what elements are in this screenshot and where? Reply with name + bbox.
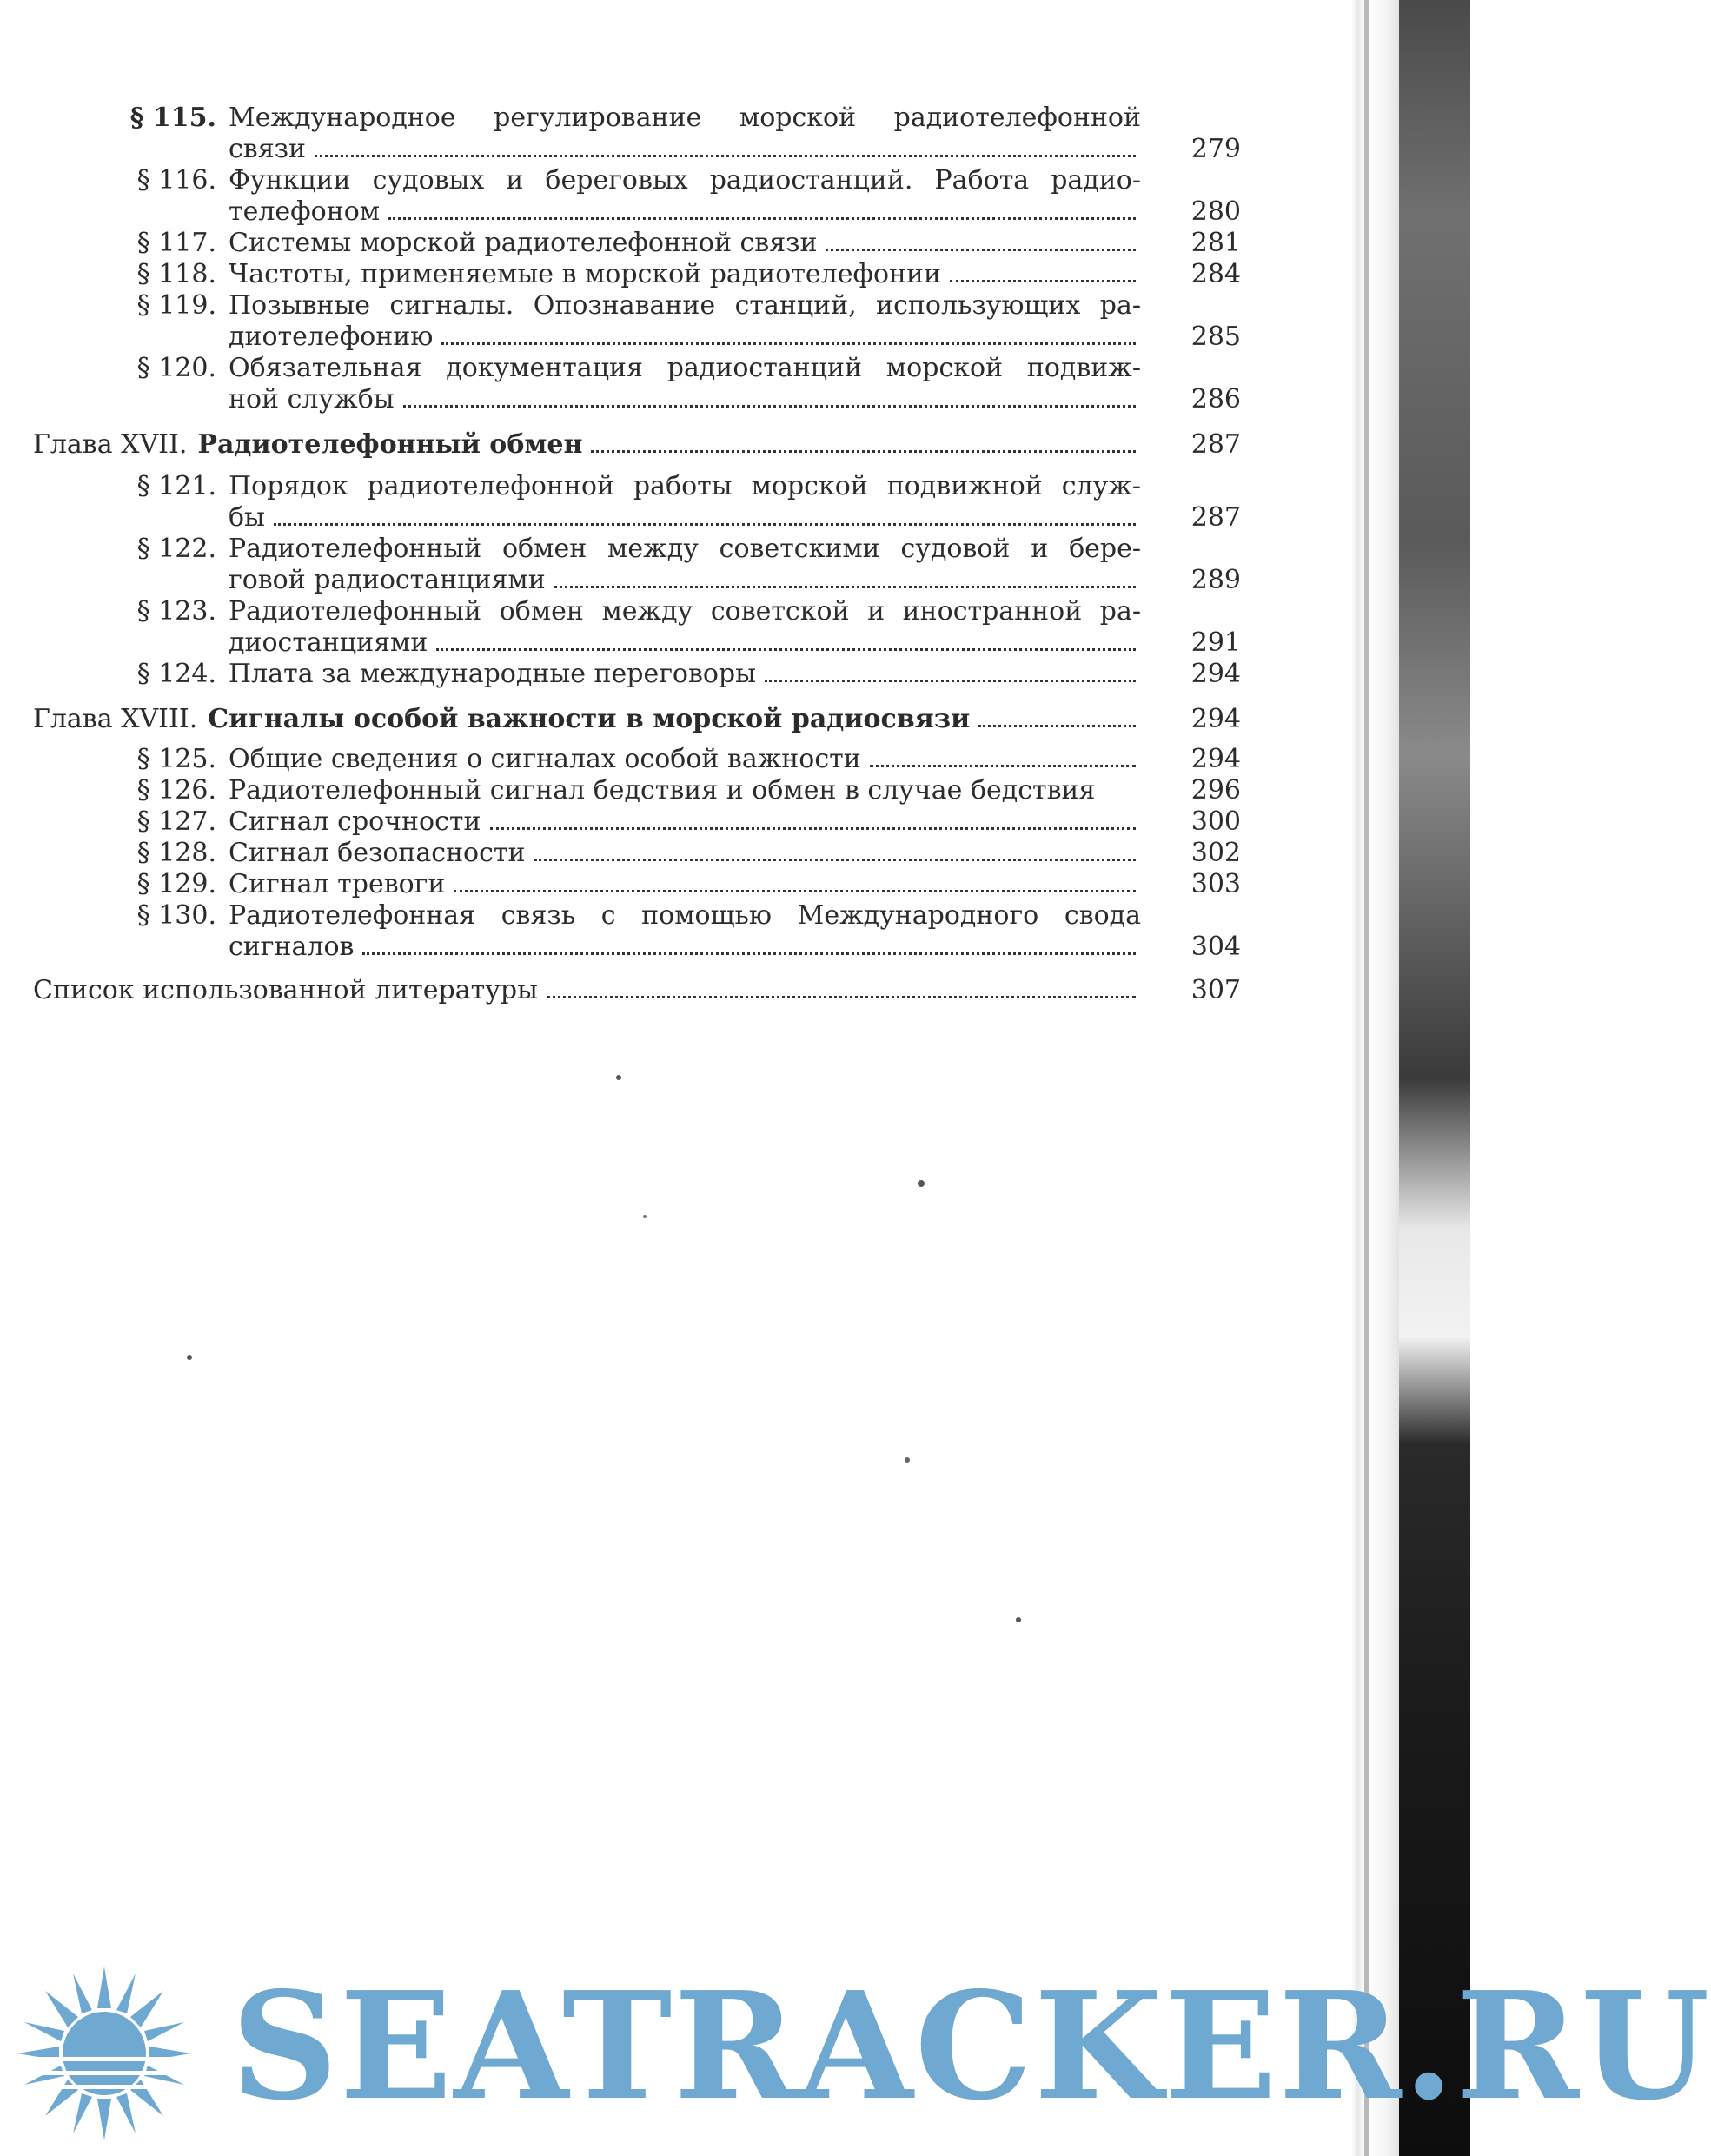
section-title: Международное регулирование морской радиотелефонной xyxy=(229,103,1141,133)
section-title: Общие сведения о сигналах особой важности xyxy=(229,744,861,774)
section-title: Системы морской радиотелефонной связи xyxy=(229,228,818,258)
page-number: 289 xyxy=(1190,565,1241,595)
section-number: § 119. xyxy=(136,290,216,321)
page-number: 291 xyxy=(1190,627,1241,658)
section-number: § 115. xyxy=(129,103,216,133)
page-number: 287 xyxy=(1190,502,1241,533)
section-title: Сигнал безопасности xyxy=(229,838,526,868)
section-title-continued: диостанциями xyxy=(229,627,428,658)
section-number: § 125. xyxy=(136,744,216,774)
chapter-title: Сигналы особой важности в морской радиосвязи xyxy=(208,704,971,734)
page-number: 285 xyxy=(1190,322,1241,352)
section-title-continued: телефоном xyxy=(229,196,381,227)
page-number: 304 xyxy=(1190,932,1241,962)
section-title-continued: говой радиостанциями xyxy=(229,565,546,595)
page-number: 294 xyxy=(1190,744,1241,774)
page-number: 300 xyxy=(1190,806,1241,837)
section-title-continued: ной службы xyxy=(229,384,395,415)
section-number: § 123. xyxy=(136,596,216,627)
section-title: Плата за международные переговоры xyxy=(229,659,757,689)
section-title-continued: сигналов xyxy=(229,932,355,962)
bibliography-title: Список использованной литературы xyxy=(33,975,538,1005)
section-number: § 117. xyxy=(136,228,216,258)
section-title-continued: бы xyxy=(229,502,265,533)
section-title-continued: связи xyxy=(229,134,306,164)
section-title: Обязательная документация радиостанций морской подвиж- xyxy=(229,353,1141,383)
section-title-continued: диотелефонию xyxy=(229,322,434,352)
watermark-text: SEATRACKER.RU xyxy=(231,1960,1711,2133)
section-number: § 120. xyxy=(136,353,216,383)
page-number: 302 xyxy=(1190,838,1241,868)
section-title: Сигнал тревоги xyxy=(229,869,446,899)
page-number: 296 xyxy=(1190,775,1241,806)
chapter-title: Радиотелефонный обмен xyxy=(197,429,583,460)
page-number: 294 xyxy=(1190,704,1241,734)
section-number: § 129. xyxy=(136,869,216,899)
page-number: 284 xyxy=(1190,259,1241,289)
section-number: § 122. xyxy=(136,534,216,564)
section-number: § 128. xyxy=(136,838,216,868)
section-number: § 130. xyxy=(136,900,216,931)
section-number: § 127. xyxy=(136,806,216,837)
section-title: Функции судовых и береговых радиостанций. Работа радио- xyxy=(229,165,1141,196)
chapter-label: Глава XVII. xyxy=(33,429,188,460)
page-number: 303 xyxy=(1190,869,1241,899)
section-title: Частоты, применяемые в морской радиотелефонии xyxy=(229,259,942,289)
section-number: § 121. xyxy=(136,471,216,501)
section-title: Радиотелефонный обмен между советскими судовой и бере- xyxy=(229,534,1141,564)
section-number: § 124. xyxy=(136,659,216,689)
page-number: 286 xyxy=(1190,384,1241,415)
section-title: Радиотелефонный сигнал бедствия и обмен в случае бедствия xyxy=(229,775,1096,806)
page-number: 294 xyxy=(1190,659,1241,689)
chapter-label: Глава XVIII. xyxy=(33,704,198,734)
section-title: Порядок радиотелефонной работы морской подвижной служ- xyxy=(229,471,1141,501)
page-number: 280 xyxy=(1190,196,1241,227)
section-number: § 126. xyxy=(136,775,216,806)
page-number: 307 xyxy=(1190,975,1241,1005)
section-title: Радиотелефонный обмен между советской и иностранной ра- xyxy=(229,596,1141,627)
section-title: Сигнал срочности xyxy=(229,806,481,837)
page-number: 279 xyxy=(1190,134,1241,164)
page-number: 281 xyxy=(1190,228,1241,258)
page-number: 287 xyxy=(1190,429,1241,460)
section-number: § 118. xyxy=(136,259,216,289)
section-title: Позывные сигналы. Опознавание станций, использующих ра- xyxy=(229,290,1141,321)
section-title: Радиотелефонная связь с помощью Международного свода xyxy=(229,900,1141,931)
section-number: § 116. xyxy=(136,165,216,196)
